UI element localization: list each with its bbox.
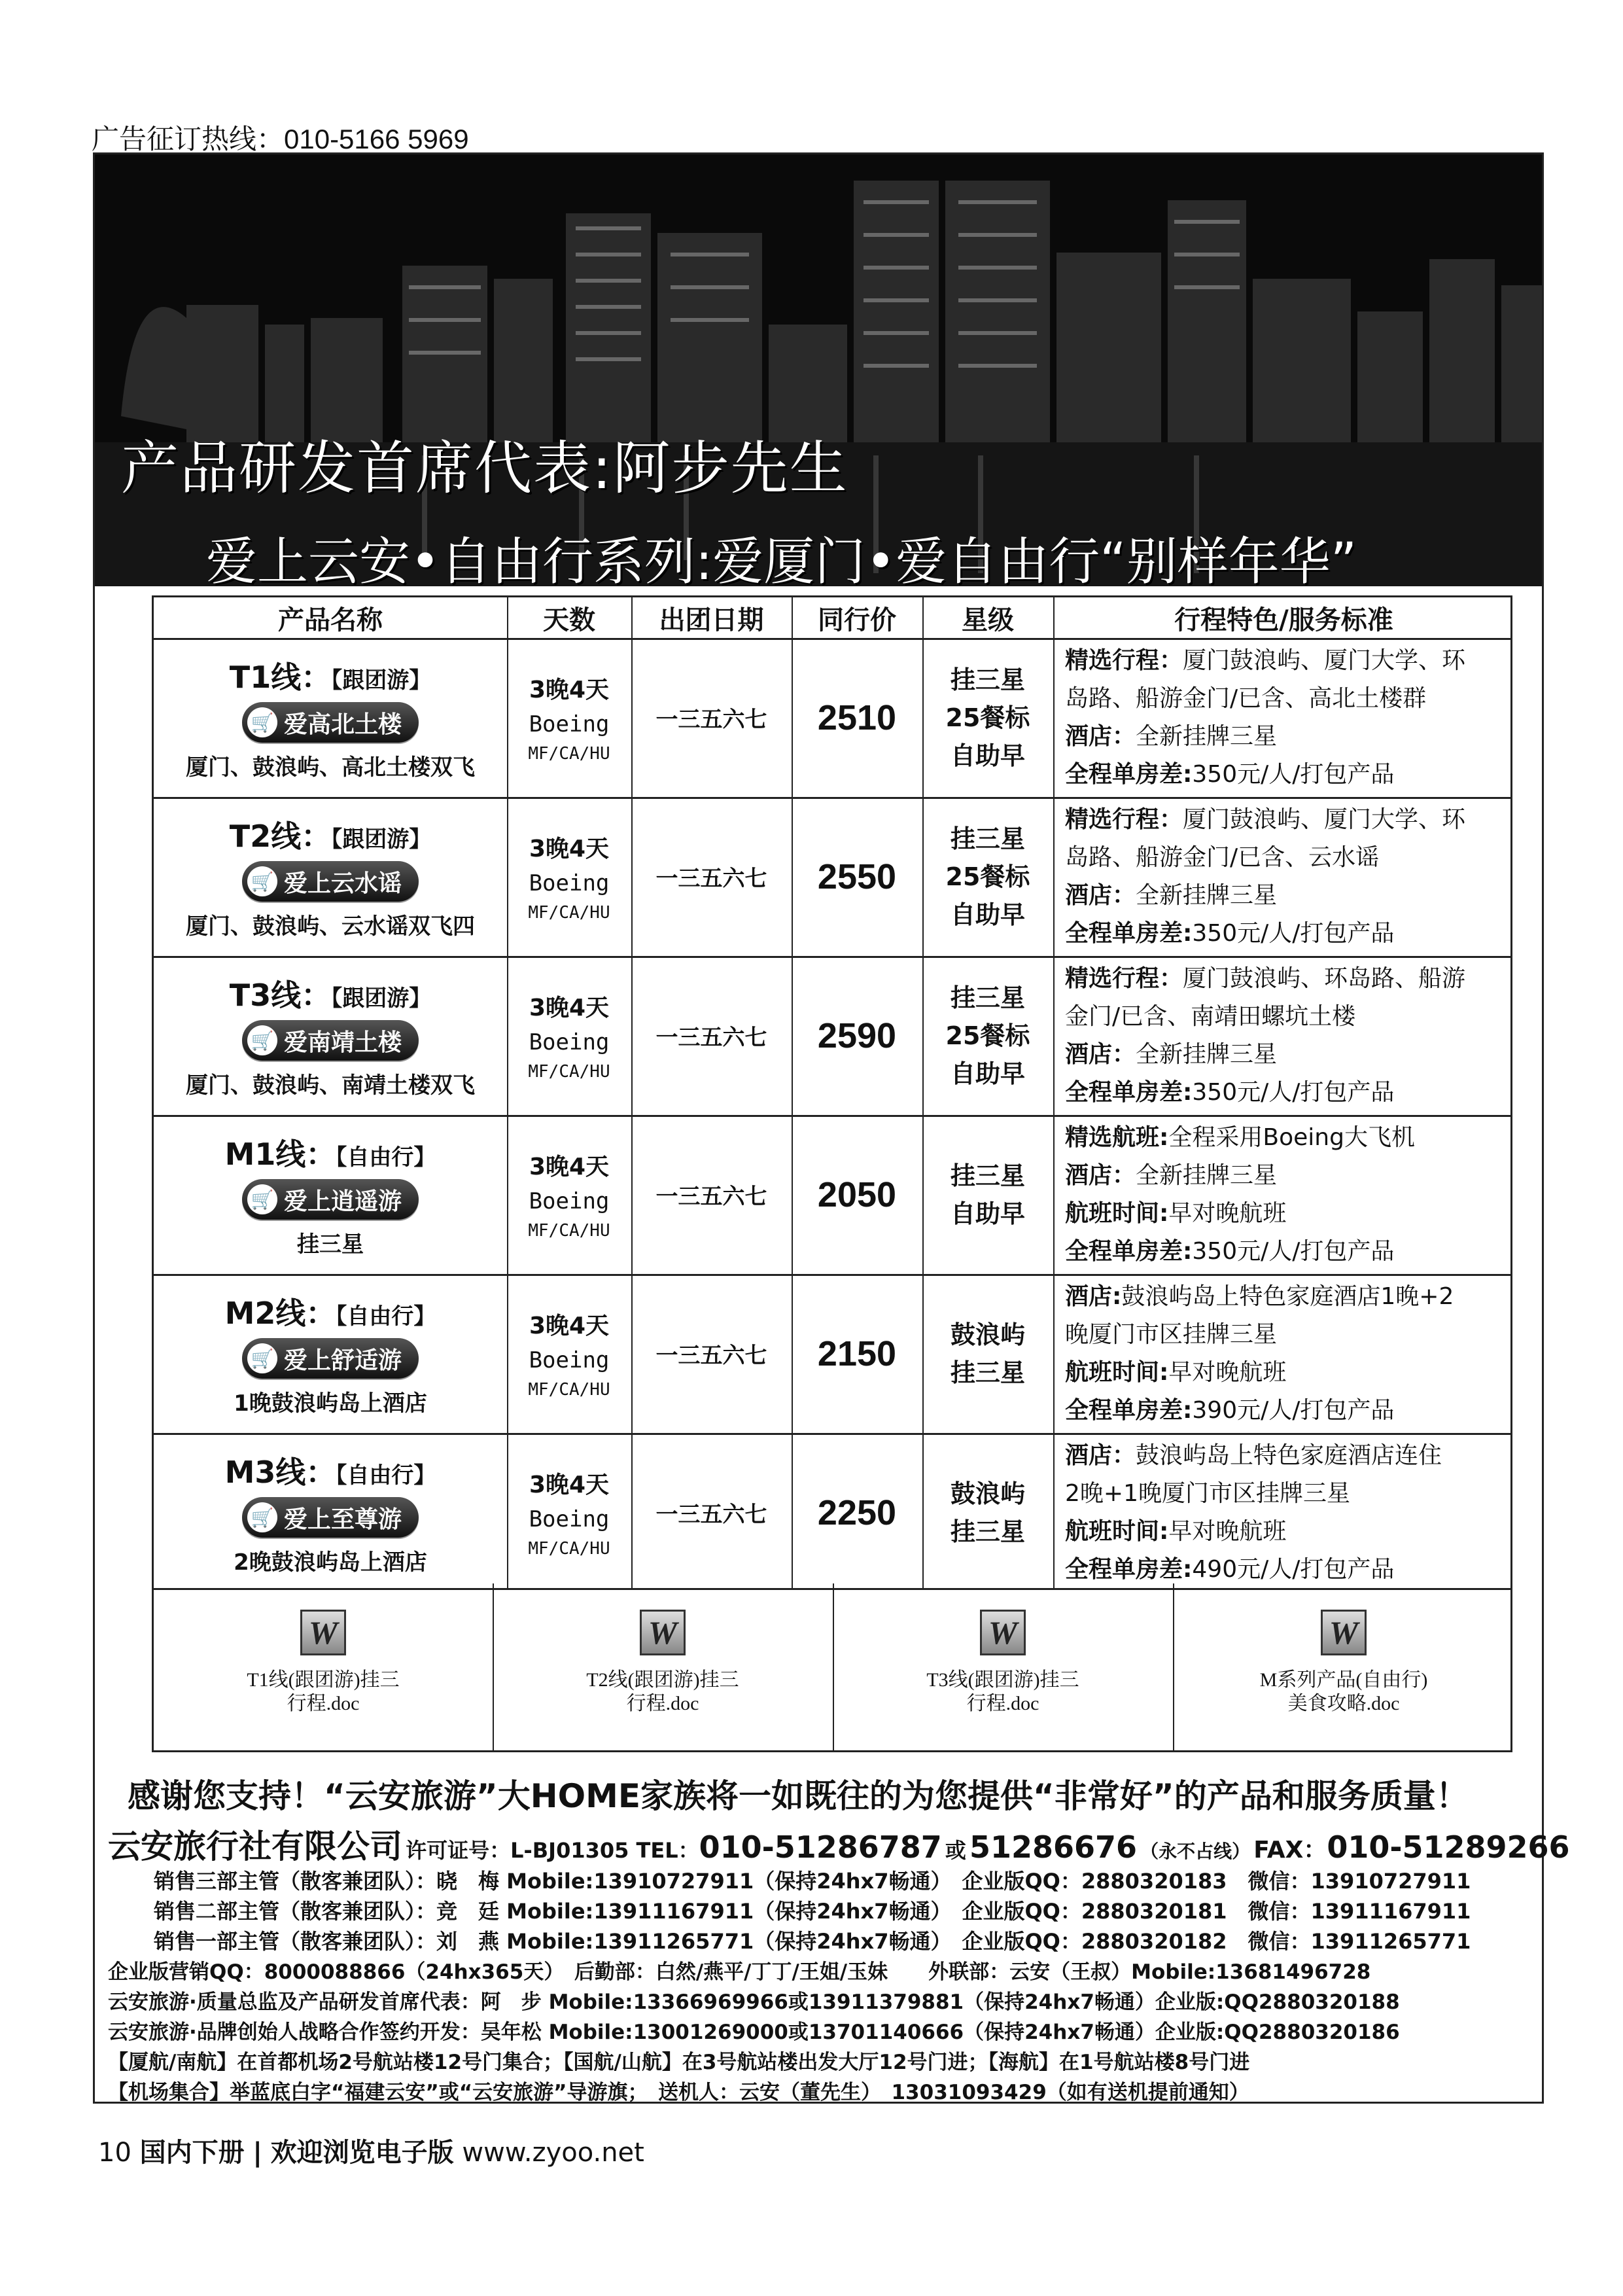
footer-separator: | xyxy=(253,2138,262,2168)
contact-sales-2: 销售二部主管（散客兼团队）：竞 廷 Mobile:13911167911（保持24hx7畅通） 企业版QQ：2880320181 微信：13911167911 xyxy=(154,1899,1471,1924)
word-doc-icon: W xyxy=(640,1610,686,1655)
word-doc-icon: W xyxy=(300,1610,346,1655)
dates-cell: 一三五六七 xyxy=(655,866,767,892)
line-title: T1线：【跟团游】 xyxy=(229,660,432,695)
line-title: M1线：【自由行】 xyxy=(224,1137,436,1172)
product-pill-button[interactable]: 🛒 爱南靖土楼 xyxy=(242,1020,419,1061)
line-title: T3线：【跟团游】 xyxy=(229,978,432,1013)
company-fax: 010-51289266 xyxy=(1327,1829,1570,1865)
banner-title-series: 爱上云安•自由行系列:爱厦门•爱自由行“别样年华” xyxy=(206,533,1357,586)
footer-text: 欢迎浏览电子版 xyxy=(270,2138,454,2168)
features-cell: 精选行程：厦门鼓浪屿、厦门大学、环 岛路、船游金门/已含、云水谣 酒店：全新挂牌三星 全程单房差:350元/人/打包产品 xyxy=(1065,806,1466,947)
header-star: 星级 xyxy=(962,605,1014,635)
contact-marketing: 企业版营销QQ：8000088866（24hx365天） 后勤部：白然/燕平/丁丁/王姐/玉妹 外联部：云安（王叔）Mobile:13681496728 xyxy=(108,1960,1371,1984)
star-cell: 鼓浪屿 挂三星 xyxy=(950,1479,1025,1546)
price-cell: 2550 xyxy=(817,857,897,896)
header-features: 行程特色/服务标准 xyxy=(1174,605,1393,635)
page-footer xyxy=(98,2132,644,2169)
or-text: 或 xyxy=(945,1838,966,1863)
days-cell: 3晚4天 Boeing MF/CA/HU xyxy=(528,836,610,923)
route-text: 厦门、鼓浪屿、高北土楼双飞 xyxy=(186,754,475,781)
header-price: 同行价 xyxy=(818,605,896,635)
dates-cell: 一三五六七 xyxy=(655,1343,767,1369)
product-name-cell xyxy=(154,645,507,790)
days-cell: 3晚4天 Boeing MF/CA/HU xyxy=(528,677,610,764)
footer-url[interactable]: www.zyoo.net xyxy=(462,2138,644,2168)
never-busy-note: （永不占线） xyxy=(1140,1841,1251,1862)
attachment-label: T3线(跟团游)挂三 行程.doc xyxy=(926,1669,1079,1714)
airport-flag-info: 【机场集合】举蓝底白字“福建云安”或“云安旅游”导游旗； 送机人：云安（董先生） 13031093429（如有送机提前通知） xyxy=(108,2081,1249,2104)
product-name-cell xyxy=(154,1122,507,1267)
page-number: 10 xyxy=(98,2138,131,2168)
days-cell: 3晚4天 Boeing MF/CA/HU xyxy=(528,1154,610,1241)
dates-cell: 一三五六七 xyxy=(655,1502,767,1528)
company-line xyxy=(108,1820,1570,1867)
features-cell: 精选航班:全程采用Boeing大飞机 酒店：全新挂牌三星 航班时间:早对晚航班 全程单房差:350元/人/打包产品 xyxy=(1065,1124,1415,1265)
fax-label: FAX： xyxy=(1253,1837,1327,1863)
line-title: M2线：【自由行】 xyxy=(224,1296,436,1331)
dates-cell: 一三五六七 xyxy=(655,707,767,733)
word-doc-icon: W xyxy=(980,1610,1026,1655)
product-table xyxy=(152,595,1512,1590)
star-cell: 挂三星 自助早 xyxy=(950,1161,1025,1228)
product-pill-button[interactable]: 🛒 爱上舒适游 xyxy=(242,1338,419,1379)
product-pill-button[interactable]: 🛒 爱高北土楼 xyxy=(242,702,419,743)
product-pill-button[interactable]: 🛒 爱上云水谣 xyxy=(242,861,419,902)
route-text: 2晚鼓浪屿岛上酒店 xyxy=(234,1549,427,1576)
features-cell: 酒店:鼓浪屿岛上特色家庭酒店1晚+2 晚厦门市区挂牌三星 航班时间:早对晚航班 全程单房差:390元/人/打包产品 xyxy=(1065,1283,1454,1424)
line-title: M3线：【自由行】 xyxy=(224,1455,436,1490)
attachment-t2-doc[interactable] xyxy=(493,1583,833,1750)
days-cell: 3晚4天 Boeing MF/CA/HU xyxy=(528,1313,610,1400)
route-text: 厦门、鼓浪屿、南靖土楼双飞 xyxy=(186,1072,475,1099)
attachment-m-series-doc[interactable] xyxy=(1173,1583,1514,1750)
product-name-cell xyxy=(154,963,507,1108)
price-cell: 2050 xyxy=(817,1174,897,1214)
company-tel: 010-51286787 xyxy=(699,1829,942,1865)
features-cell: 精选行程：厦门鼓浪屿、环岛路、船游 金门/已含、南靖田螺坑土楼 酒店：全新挂牌三星 全程单房差:350元/人/打包产品 xyxy=(1065,965,1466,1106)
contact-sales-3: 销售三部主管（散客兼团队）：晓 梅 Mobile:13910727911（保持24hx7畅通） 企业版QQ：2880320183 微信：13910727911 xyxy=(154,1869,1471,1894)
contact-sales-1: 销售一部主管（散客兼团队）：刘 燕 Mobile:13911265771（保持24hx7畅通） 企业版QQ：2880320182 微信：13911265771 xyxy=(154,1929,1471,1954)
features-cell: 酒店：鼓浪屿岛上特色家庭酒店连住 2晚+1晚厦门市区挂牌三星 航班时间:早对晚航班 全程单房差:490元/人/打包产品 xyxy=(1065,1442,1442,1583)
days-cell: 3晚4天 Boeing MF/CA/HU xyxy=(528,995,610,1082)
header-product-name: 产品名称 xyxy=(278,605,383,635)
star-cell: 鼓浪屿 挂三星 xyxy=(950,1320,1025,1387)
footer-section: 国内下册 xyxy=(139,2138,245,2168)
features-cell: 精选行程：厦门鼓浪屿、厦门大学、环 岛路、船游金门/已含、高北土楼群 酒店：全新挂牌三星 全程单房差:350元/人/打包产品 xyxy=(1065,647,1466,788)
shopping-cart-icon: 🛒 xyxy=(247,1343,277,1373)
route-text: 厦门、鼓浪屿、云水谣双飞四 xyxy=(186,913,475,940)
shopping-cart-icon: 🛒 xyxy=(247,866,277,896)
price-cell: 2510 xyxy=(817,698,897,737)
contact-founder: 云安旅游·品牌创始人战略合作签约开发：吴年松 Mobile:13001269000或13701140666（保持24hx7畅通）企业版:QQ2880320186 xyxy=(108,2021,1400,2044)
star-cell: 挂三星 25餐标 自助早 xyxy=(945,665,1030,770)
price-cell: 2590 xyxy=(817,1016,897,1055)
attachment-t1-doc[interactable] xyxy=(154,1583,493,1750)
product-pill-button[interactable]: 🛒 爱上逍遥游 xyxy=(242,1179,419,1220)
attachment-label: T2线(跟团游)挂三 行程.doc xyxy=(586,1669,739,1714)
shopping-cart-icon: 🛒 xyxy=(247,1184,277,1214)
price-cell: 2150 xyxy=(817,1333,897,1373)
header-dates: 出团日期 xyxy=(659,605,764,635)
attachments-row xyxy=(152,1583,1512,1752)
ad-hotline: 广告征订热线：010-5166 5969 xyxy=(92,124,469,154)
contact-quality-director: 云安旅游·质量总监及产品研发首席代表：阿 步 Mobile:13366969966或13911379881（保持24hx7畅通）企业版:QQ2880320188 xyxy=(108,1990,1400,2014)
shopping-cart-icon: 🛒 xyxy=(247,707,277,737)
route-text: 1晚鼓浪屿岛上酒店 xyxy=(234,1390,427,1417)
price-cell: 2250 xyxy=(817,1492,897,1532)
product-name-cell xyxy=(154,1280,507,1426)
banner-night-skyline xyxy=(95,154,1542,586)
dates-cell: 一三五六七 xyxy=(655,1184,767,1210)
product-pill-button[interactable]: 🛒 爱上至尊游 xyxy=(242,1497,419,1538)
company-tel2: 51286676 xyxy=(969,1829,1138,1865)
attachment-label: M系列产品(自由行) 美食攻略.doc xyxy=(1259,1669,1428,1714)
shopping-cart-icon: 🛒 xyxy=(247,1502,277,1532)
thanks-message: 感谢您支持！“云安旅游”大HOME家族将一如既往的为您提供“非常好”的产品和服务质量！ xyxy=(128,1777,1469,1815)
banner-title-representative: 产品研发首席代表:阿步先生 xyxy=(121,434,848,502)
license-tel-label: 许可证号：L-BJ01305 TEL： xyxy=(406,1838,699,1863)
header-days: 天数 xyxy=(543,605,595,635)
product-name-cell xyxy=(154,1439,507,1585)
product-name-cell xyxy=(154,804,507,949)
company-name: 云安旅行社有限公司 xyxy=(108,1828,402,1865)
word-doc-icon: W xyxy=(1321,1610,1367,1655)
dates-cell: 一三五六七 xyxy=(655,1025,767,1051)
route-text: 挂三星 xyxy=(297,1231,364,1258)
attachment-t3-doc[interactable] xyxy=(833,1583,1173,1750)
shopping-cart-icon: 🛒 xyxy=(247,1025,277,1055)
star-cell: 挂三星 25餐标 自助早 xyxy=(945,983,1030,1088)
attachment-label: T1线(跟团游)挂三 行程.doc xyxy=(247,1669,400,1714)
star-cell: 挂三星 25餐标 自助早 xyxy=(945,824,1030,929)
days-cell: 3晚4天 Boeing MF/CA/HU xyxy=(528,1472,610,1559)
line-title: T2线：【跟团游】 xyxy=(229,819,432,854)
airport-gather-info: 【厦航/南航】在首都机场2号航站楼12号门集合；【国航/山航】在3号航站楼出发大厅12号门进；【海航】在1号航站楼8号门进 xyxy=(108,2051,1250,2074)
